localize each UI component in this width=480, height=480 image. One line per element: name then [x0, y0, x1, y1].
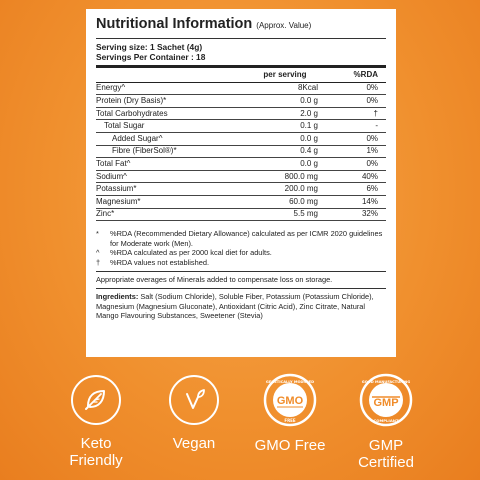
nutrient-row: [96, 195, 386, 208]
nutrient-rda: 0%: [322, 82, 386, 95]
nutrient-per-serving: 0.0 g: [248, 132, 322, 145]
nutrient-row: [96, 82, 386, 95]
nutrient-rda: 1%: [322, 145, 386, 158]
nutrient-name: Added Sugar^: [96, 132, 248, 145]
ingredients-text: Salt (Sodium Chloride), Soluble Fiber, Potassium (Potassium Chloride), Magnesium (Magnesium Gluconate), Antioxidant (Citric Acid), Zinc Citrate, Natural Mango Flavouring Substances, Sweetener (Stevia): [96, 292, 374, 321]
nutrient-per-serving: 2.0 g: [248, 107, 322, 120]
ingredients-label: Ingredients:: [96, 292, 139, 302]
nutrient-table: [96, 68, 386, 221]
svg-text:GMP: GMP: [373, 397, 399, 409]
nutrient-rda: 0%: [322, 158, 386, 171]
nutrient-per-serving: 8Kcal: [248, 82, 322, 95]
nutrient-name: Potassium*: [96, 183, 248, 196]
col-header-per-serving: per serving: [248, 68, 322, 82]
nutrient-name: Protein (Dry Basis)*: [96, 95, 248, 108]
servings-per-container: Servings Per Container : 18: [96, 52, 206, 62]
nutrient-row: [96, 208, 386, 221]
header-blank: [96, 68, 248, 82]
nutrient-per-serving: 0.0 g: [248, 95, 322, 108]
nutrient-name: Energy^: [96, 82, 248, 95]
gmp-seal-icon: [359, 373, 413, 427]
badge-gmp-certified: [326, 365, 446, 471]
footnote: [96, 258, 386, 268]
nutrient-rda: 14%: [322, 195, 386, 208]
nutrient-row: [96, 107, 386, 120]
nutrient-name: Magnesium*: [96, 195, 248, 208]
nutrient-rda: †: [322, 107, 386, 120]
nutrition-facts-panel: [86, 9, 396, 357]
nutrient-row: [96, 158, 386, 171]
nutrient-rows: [96, 82, 386, 221]
serving-size: Serving size: 1 Sachet (4g): [96, 42, 203, 52]
nutrient-name: Zinc*: [96, 208, 248, 221]
keto-leaf-icon: [71, 375, 121, 425]
footnote-text: %RDA values not established.: [110, 257, 210, 267]
svg-text:GENETICALLY MODIFIED: GENETICALLY MODIFIED: [265, 380, 315, 384]
nutrient-rda: 0%: [322, 95, 386, 108]
nutrient-per-serving: 0.4 g: [248, 145, 322, 158]
nutrient-rda: 6%: [322, 183, 386, 196]
nutrient-row: [96, 183, 386, 196]
svg-text:FREE: FREE: [284, 418, 296, 423]
nutrient-name: Total Carbohydrates: [96, 107, 248, 120]
badge-gmo-label: GMO Free: [254, 437, 326, 454]
svg-text:GOOD MANUFACTURING: GOOD MANUFACTURING: [361, 380, 411, 384]
overage-note: Appropriate overages of Minerals added to compensate loss on storage.: [96, 272, 386, 289]
nutrient-rda: -: [322, 120, 386, 133]
nutrient-name: Sodium^: [96, 170, 248, 183]
nutrient-row: [96, 145, 386, 158]
nutrient-rda: 40%: [322, 170, 386, 183]
badge-gmp-label: GMP Certified: [358, 437, 414, 471]
nutrient-row: [96, 95, 386, 108]
svg-text:COMPLIANT: COMPLIANT: [373, 418, 399, 423]
nutrient-rda: 32%: [322, 208, 386, 221]
nutrient-per-serving: 0.1 g: [248, 120, 322, 133]
badge-keto-label: Keto Friendly: [69, 435, 123, 469]
nutrition-title: Nutritional Information (Approx. Value): [96, 15, 386, 39]
footnote-text: %RDA (Recommended Dietary Allowance) calculated as per ICMR 2020 guidelines for Moderate work (Men).: [110, 229, 383, 248]
nutrient-name: Fibre (FiberSol®)*: [96, 145, 248, 158]
nutrient-rda: 0%: [322, 132, 386, 145]
nutrient-row: [96, 170, 386, 183]
nutrient-per-serving: 200.0 mg: [248, 183, 322, 196]
nutrient-per-serving: 0.0 g: [248, 158, 322, 171]
nutrient-per-serving: 800.0 mg: [248, 170, 322, 183]
nutrient-per-serving: 5.5 mg: [248, 208, 322, 221]
gmo-seal-icon: [263, 373, 317, 427]
footnote: [96, 248, 386, 258]
footnote-text: %RDA calculated as per 2000 kcal diet for adults.: [110, 248, 272, 258]
approx-value-note: (Approx. Value): [256, 21, 312, 30]
vegan-v-leaf-icon: [169, 375, 219, 425]
nutrient-row: [96, 120, 386, 133]
nutrient-per-serving: 60.0 mg: [248, 195, 322, 208]
col-header-rda: %RDA: [322, 68, 386, 82]
certification-badges: [0, 365, 480, 480]
footnote: [96, 229, 386, 248]
footnote-mark: *: [96, 229, 99, 239]
badge-vegan-label: Vegan: [172, 435, 216, 452]
footnote-mark: ^: [96, 248, 100, 258]
footnote-mark: †: [96, 257, 101, 267]
ingredients-list: [96, 289, 386, 321]
svg-text:GMO: GMO: [276, 395, 304, 407]
nutrient-name: Total Sugar: [96, 120, 248, 133]
footnotes: [96, 229, 386, 272]
nutrient-row: [96, 132, 386, 145]
nutrient-name: Total Fat^: [96, 158, 248, 171]
